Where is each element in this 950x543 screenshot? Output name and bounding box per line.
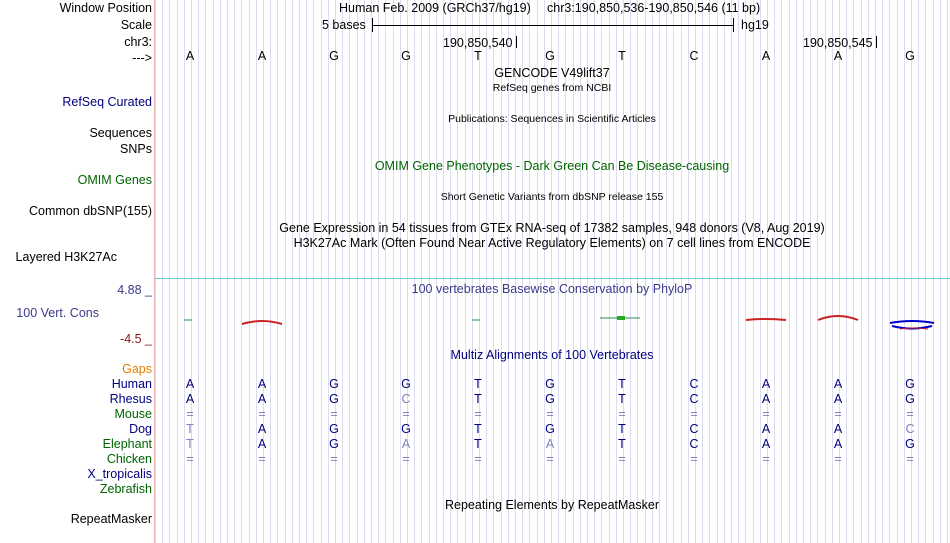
species-label-mouse[interactable]: Mouse <box>114 407 152 421</box>
label-snps[interactable]: SNPs <box>120 142 152 156</box>
aligned-base: = <box>690 407 698 421</box>
track-label-column <box>0 0 154 543</box>
scale-db-label: hg19 <box>741 18 769 32</box>
track-group-separator <box>155 278 950 279</box>
aligned-base: A <box>761 422 771 436</box>
publications-track-title[interactable]: Publications: Sequences in Scientific Articles <box>448 113 656 125</box>
aligned-base: G <box>905 392 915 406</box>
aligned-base: A <box>185 392 195 406</box>
aligned-base: A <box>833 377 843 391</box>
aligned-base: = <box>762 407 770 421</box>
ref-base: C <box>689 49 699 63</box>
label-100-vert-cons[interactable]: 100 Vert. Cons <box>16 306 99 320</box>
aligned-base: = <box>618 452 626 466</box>
aligned-base: C <box>689 392 699 406</box>
label-phylop-max: 4.88 _ <box>117 283 152 297</box>
aligned-base: G <box>905 377 915 391</box>
scale-bar-text: 5 bases <box>322 18 366 32</box>
ref-base: A <box>257 49 267 63</box>
species-label-dog[interactable]: Dog <box>129 422 152 436</box>
aligned-base: T <box>618 377 626 391</box>
dbsnp-track-title[interactable]: Short Genetic Variants from dbSNP release 155 <box>440 191 664 203</box>
aligned-base: C <box>689 422 699 436</box>
gtex-track-title[interactable]: Gene Expression in 54 tissues from GTEx RNA-seq of 17382 samples, 948 donors (V8, Aug 2019) <box>279 221 825 235</box>
species-label-x_tropicalis[interactable]: X_tropicalis <box>87 467 152 481</box>
ref-base: A <box>761 49 771 63</box>
ref-base: A <box>833 49 843 63</box>
aligned-base: T <box>474 392 482 406</box>
aligned-base: = <box>546 452 554 466</box>
aligned-base: = <box>834 407 842 421</box>
aligned-base: G <box>545 392 555 406</box>
aligned-base: C <box>401 392 411 406</box>
omim-track-title[interactable]: OMIM Gene Phenotypes - Dark Green Can Be Disease-causing <box>374 159 730 173</box>
ref-base: G <box>545 49 555 63</box>
label-common-dbsnp[interactable]: Common dbSNP(155) <box>29 204 152 218</box>
ref-base: T <box>474 49 482 63</box>
aligned-base: A <box>761 437 771 451</box>
label-strand[interactable]: ---> <box>132 51 152 65</box>
aligned-base: C <box>905 422 915 436</box>
aligned-base: = <box>330 452 338 466</box>
aligned-base: T <box>618 437 626 451</box>
phylop-track-title[interactable]: 100 vertebrates Basewise Conservation by PhyloP <box>411 282 693 296</box>
aligned-base: G <box>329 422 339 436</box>
aligned-base: A <box>185 377 195 391</box>
label-sequences[interactable]: Sequences <box>89 126 152 140</box>
species-label-human[interactable]: Human <box>111 377 152 391</box>
aligned-base: A <box>545 437 555 451</box>
aligned-base: C <box>689 377 699 391</box>
species-label-chicken[interactable]: Chicken <box>106 452 152 466</box>
window-position-text: chr3:190,850,536-190,850,546 (11 bp) <box>547 1 761 15</box>
aligned-base: = <box>402 407 410 421</box>
aligned-base: A <box>833 422 843 436</box>
refseq-track-title[interactable]: RefSeq genes from NCBI <box>492 82 612 94</box>
aligned-base: G <box>545 377 555 391</box>
label-layered-h3k27ac[interactable]: Layered H3K27Ac <box>15 250 117 264</box>
aligned-base: A <box>761 377 771 391</box>
label-window-position[interactable]: Window Position <box>59 1 152 15</box>
multiz-track-title[interactable]: Multiz Alignments of 100 Vertebrates <box>450 348 654 362</box>
ruler-tick-1 <box>516 36 517 48</box>
aligned-base: T <box>186 437 194 451</box>
aligned-base: = <box>402 452 410 466</box>
label-phylop-min: -4.5 _ <box>120 332 152 346</box>
aligned-base: G <box>401 377 411 391</box>
aligned-base: = <box>474 452 482 466</box>
aligned-base: = <box>186 407 194 421</box>
aligned-base: T <box>474 437 482 451</box>
species-label-rhesus[interactable]: Rhesus <box>109 392 152 406</box>
label-scale[interactable]: Scale <box>120 18 152 32</box>
aligned-base: A <box>257 392 267 406</box>
aligned-base: G <box>329 377 339 391</box>
aligned-base: G <box>545 422 555 436</box>
label-omim-genes[interactable]: OMIM Genes <box>77 173 152 187</box>
aligned-base: = <box>546 407 554 421</box>
aligned-base: A <box>257 377 267 391</box>
aligned-base: = <box>834 452 842 466</box>
aligned-base: A <box>833 392 843 406</box>
aligned-base: = <box>258 452 266 466</box>
aligned-base: G <box>329 392 339 406</box>
aligned-base: G <box>401 422 411 436</box>
aligned-base: T <box>474 377 482 391</box>
label-refseq-curated[interactable]: RefSeq Curated <box>62 95 152 109</box>
aligned-base: = <box>186 452 194 466</box>
aligned-base: A <box>257 422 267 436</box>
aligned-base: = <box>258 407 266 421</box>
aligned-base: C <box>689 437 699 451</box>
species-label-elephant[interactable]: Elephant <box>102 437 152 451</box>
aligned-base: A <box>761 392 771 406</box>
aligned-base: = <box>906 452 914 466</box>
aligned-base: T <box>618 392 626 406</box>
ref-base: T <box>618 49 626 63</box>
aligned-base: A <box>401 437 411 451</box>
ref-base: G <box>905 49 915 63</box>
aligned-base: = <box>690 452 698 466</box>
label-repeatmasker[interactable]: RepeatMasker <box>70 512 152 526</box>
aligned-base: T <box>186 422 194 436</box>
aligned-base: A <box>833 437 843 451</box>
ref-base: A <box>185 49 195 63</box>
aligned-base: T <box>618 422 626 436</box>
label-chrom[interactable]: chr3: <box>124 35 152 49</box>
aligned-base: G <box>329 437 339 451</box>
label-gaps[interactable]: Gaps <box>122 362 152 376</box>
ruler-coord-1: 190,850,540 <box>443 36 513 50</box>
aligned-base: = <box>474 407 482 421</box>
aligned-base: = <box>618 407 626 421</box>
ruler-coord-2: 190,850,545 <box>803 36 873 50</box>
species-label-zebrafish[interactable]: Zebrafish <box>99 482 152 496</box>
aligned-base: A <box>257 437 267 451</box>
aligned-base: G <box>905 437 915 451</box>
gencode-track-title[interactable]: GENCODE V49lift37 <box>494 66 610 80</box>
h3k27ac-track-title[interactable]: H3K27Ac Mark (Often Found Near Active Regulatory Elements) on 7 cell lines from ENCODE <box>293 236 811 250</box>
aligned-base: = <box>762 452 770 466</box>
aligned-base: = <box>906 407 914 421</box>
repeatmasker-track-title[interactable]: Repeating Elements by RepeatMasker <box>444 498 660 512</box>
ruler-tick-2 <box>876 36 877 48</box>
ref-base: G <box>329 49 339 63</box>
aligned-base: = <box>330 407 338 421</box>
aligned-base: T <box>474 422 482 436</box>
ref-base: G <box>401 49 411 63</box>
assembly-title: Human Feb. 2009 (GRCh37/hg19) <box>339 1 531 15</box>
